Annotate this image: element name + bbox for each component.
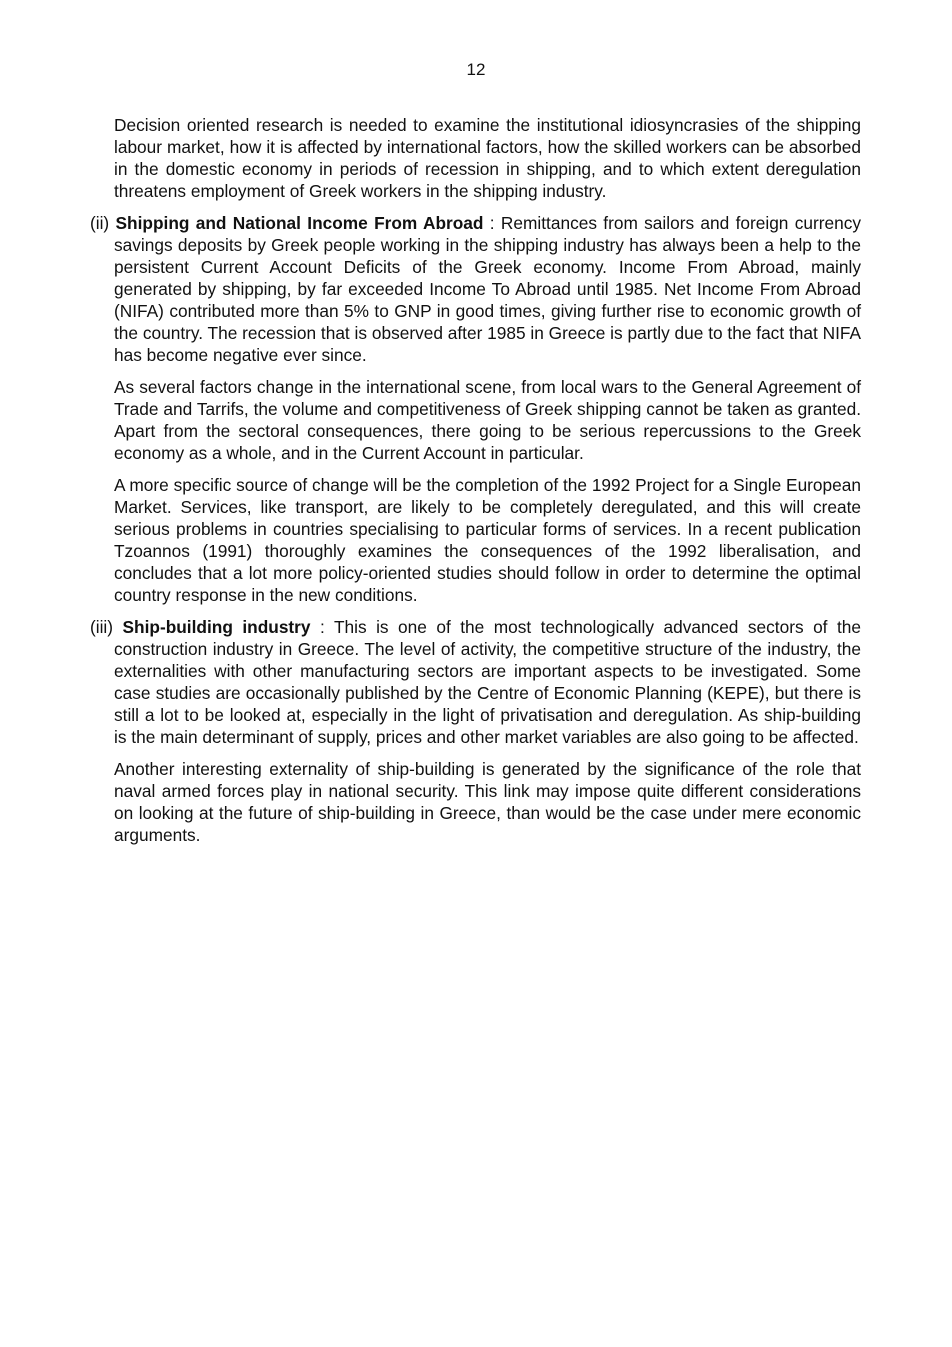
- heading-separator: :: [310, 617, 334, 637]
- ship-building-item: [90, 616, 861, 748]
- heading-separator: :: [483, 213, 501, 233]
- ship-building-text: This is one of the most technologically advanced sectors of the construction industry in Greece. The level of activity, the competitive structure of the industry, the externalities with other manufacturing sectors are important aspects to be investigated. Some case studies are occasionally published by the Centre of Economic Planning (KEPE), but there is still a lot to be looked at, especially in the light of privatisation and deregulation. As ship-building is the main determinant of supply, prices and other market variables are also going to be affected.: [114, 617, 861, 747]
- ship-building-heading: Ship-building industry: [122, 617, 311, 637]
- international-scene-paragraph: As several factors change in the international scene, from local wars to the General Agreement of Trade and Tarrifs, the volume and competitiveness of Greek shipping cannot be taken as granted. Apart from the sectoral consequences, there going to be serious repercussions to the Greek economy as a whole, and in the Current Account in particular.: [114, 377, 861, 463]
- labour-market-paragraph: Decision oriented research is needed to examine the institutional idiosyncrasies of the shipping labour market, how it is affected by international factors, how the skilled workers can be absorbed in the domestic economy in periods of recession in shipping, and to which extent deregulation threatens employment of Greek workers in the shipping industry.: [114, 115, 861, 201]
- page-number: 12: [466, 60, 486, 79]
- national-income-text: Remittances from sailors and foreign currency savings deposits by Greek people working in the shipping industry has always been a help to the persistent Current Account Deficits of the Greek economy. Income From Abroad, mainly generated by shipping, by far exceeded Income To Abroad until 1985. Net Income From Abroad (NIFA) contributed more than 5% to GNP in good times, giving further rise to economic growth of the country. The recession that is observed after 1985 in Greece is partly due to the fact that NIFA has become negative ever since.: [114, 213, 861, 365]
- single-market-paragraph: A more specific source of change will be the completion of the 1992 Project for a Single European Market. Services, like transport, are likely to be completely deregulated, and this will create serious problems in countries specialising to particular forms of services. In a recent publication Tzoannos (1991) thoroughly examines the consequences of the 1992 liberalisation, and concludes that a lot more policy-oriented studies should follow in order to determine the optimal country response in the new conditions.: [114, 475, 861, 605]
- item-marker-iii: (iii): [90, 617, 123, 637]
- national-income-item: [90, 212, 861, 366]
- item-marker-ii: (ii): [90, 213, 116, 233]
- naval-forces-paragraph: Another interesting externality of ship-building is generated by the significance of the role that naval armed forces play in national security. This link may impose quite different considerations on looking at the future of ship-building in Greece, than would be the case under mere economic arguments.: [114, 759, 861, 845]
- national-income-heading: Shipping and National Income From Abroad: [115, 213, 484, 233]
- document-body: [90, 114, 861, 856]
